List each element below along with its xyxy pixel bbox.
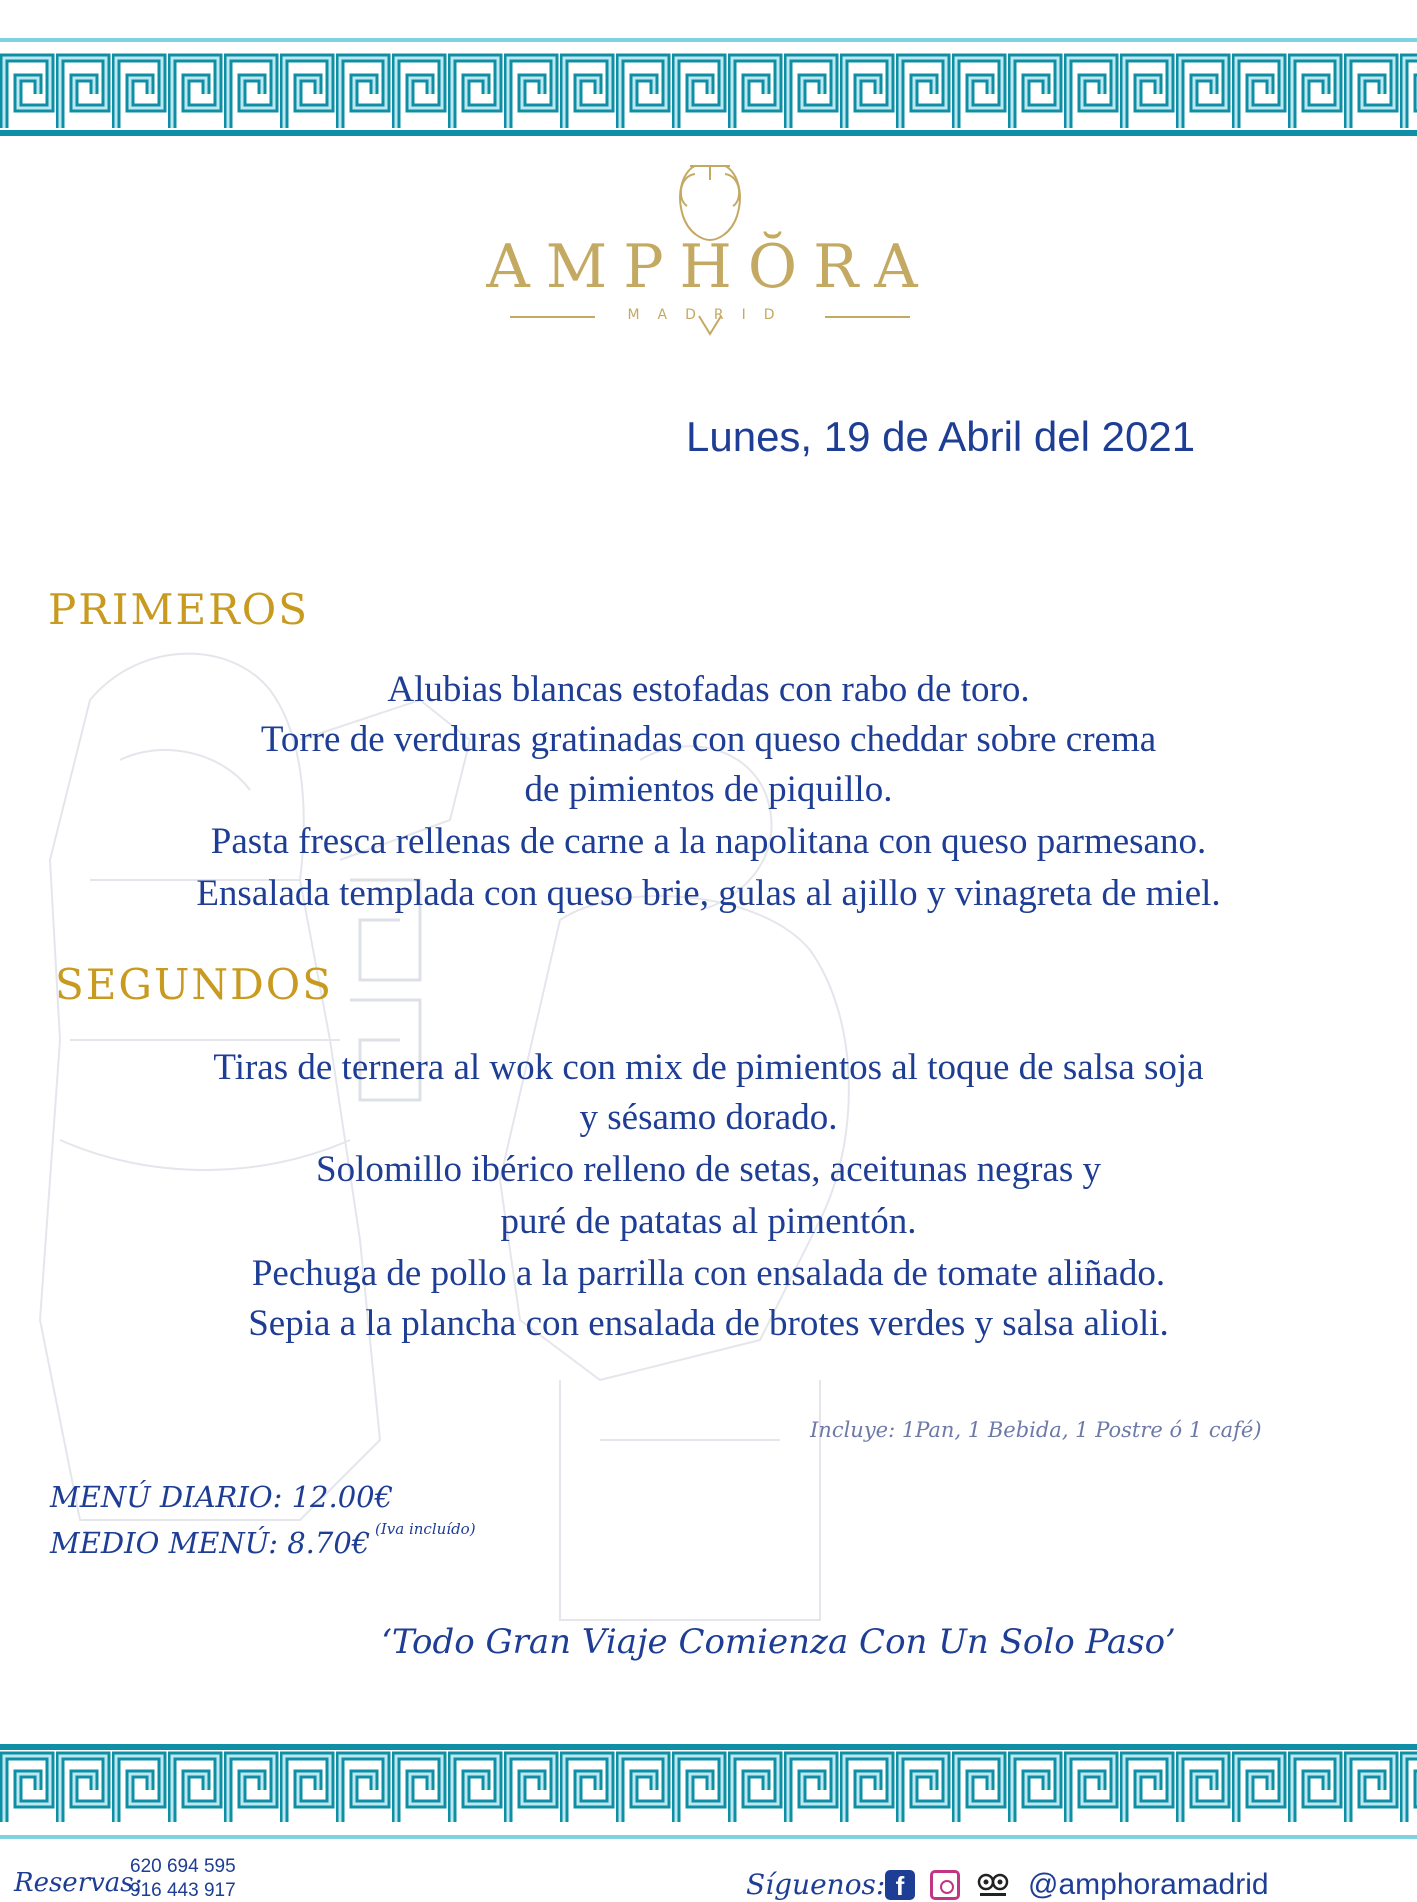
motto-quote: ‘Todo Gran Viaje Comienza Con Un Solo Paso’ — [381, 1622, 1176, 1662]
primeros-title: PRIMEROS — [48, 585, 309, 634]
iva-note: (Iva incluído) — [375, 1520, 476, 1538]
top-greek-border — [0, 48, 1417, 138]
siguenos-label: Síguenos: — [746, 1868, 886, 1901]
segundos-line-4: puré de patatas al pimentón. — [500, 1201, 917, 1242]
logo-chevron-icon — [695, 312, 725, 338]
primeros-line-2: Torre de verduras gratinadas con queso cheddar sobre crema — [260, 719, 1157, 760]
bottom-border-line — [0, 1835, 1417, 1839]
logo-subtitle: MADRID — [627, 307, 793, 323]
top-border-line — [0, 38, 1417, 42]
logo-wordmark: AMPHŎRA — [486, 232, 934, 302]
primeros-line-5: Ensalada templada con queso brie, gulas al ajillo y vinagreta de miel. — [196, 873, 1221, 914]
menu-date: Lunes, 19 de Abril del 2021 — [686, 413, 1196, 460]
phone-1[interactable]: 620 694 595 — [130, 1856, 236, 1877]
logo-rule-right — [825, 316, 910, 318]
segundos-line-5: Pechuga de pollo a la parrilla con ensalada de tomate aliñado. — [251, 1253, 1166, 1294]
includes-note: Incluye: 1Pan, 1 Bebida, 1 Postre ó 1 café) — [810, 1418, 1262, 1442]
facebook-icon[interactable]: f — [885, 1870, 915, 1900]
primeros-line-4: Pasta fresca rellenas de carne a la napolitana con queso parmesano. — [210, 821, 1207, 862]
segundos-title: SEGUNDOS — [55, 960, 334, 1009]
instagram-icon[interactable] — [930, 1870, 960, 1900]
primeros-line-1: Alubias blancas estofadas con rabo de toro. — [387, 669, 1030, 710]
primeros-line-3: de pimientos de piquillo. — [524, 769, 893, 810]
segundos-line-6: Sepia a la plancha con ensalada de brotes verdes y salsa alioli. — [248, 1303, 1169, 1344]
amphora-vase-icon — [665, 160, 755, 242]
tripadvisor-icon[interactable] — [976, 1870, 1010, 1900]
medio-menu-price: MEDIO MENÚ: 8.70€ — [50, 1526, 371, 1560]
segundos-line-2: y sésamo dorado. — [579, 1097, 838, 1138]
segundos-line-1: Tiras de ternera al wok con mix de pimientos al toque de salsa soja — [213, 1047, 1204, 1088]
social-handle[interactable]: @amphoramadrid — [1028, 1868, 1269, 1901]
reservas-label: Reservas: — [14, 1868, 143, 1898]
phone-2[interactable]: 916 443 917 — [130, 1880, 236, 1901]
amphora-logo — [470, 160, 950, 360]
menu-diario-price: MENÚ DIARIO: 12.00€ — [50, 1480, 394, 1514]
segundos-line-3: Solomillo ibérico relleno de setas, aceitunas negras y — [316, 1149, 1101, 1190]
bottom-greek-border — [0, 1742, 1417, 1832]
